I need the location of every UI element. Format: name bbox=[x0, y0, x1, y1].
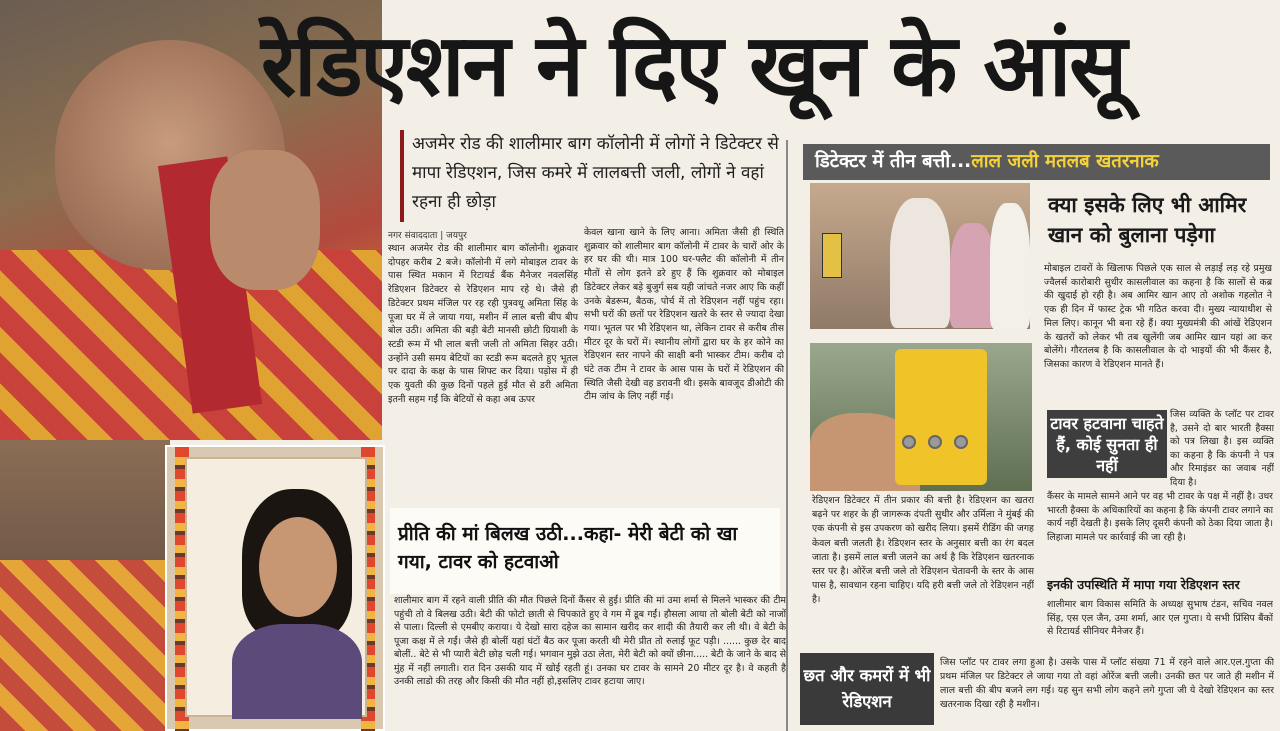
tower-side-text: जिस व्यक्ति के प्लॉट पर टावर है, उसने दो बार भारती हैक्सा को पत्र लिखा है। इस व्यक्ति का कहना है कि कंपनी ने पत्र और रिमाइंडर का जवाब नहीं दिया है। bbox=[1170, 409, 1274, 488]
person-1 bbox=[890, 198, 950, 328]
preeti-story: शालीमार बाग में रहने वाली प्रीति की मौत पिछले दिनों कैंसर से हुई। प्रीति की मां उमा शर्मा से मिलने भास्कर की टीम पहुंची तो वे बिलख उठी। बेटी की फोटो छाती से चिपकाते हुए वे गम में डूब गईं। हौसला आया तो बोली बेटी को नाजों से पाला। दिल्ली से एमबीए कराया। ये देखो सारा दहेज का सामान खरीद कर शादी की तैयारी कर ली थी। वे बेटी के पूजा कक्ष में ले गईं। जैसे ही बोलीं यहां घंटों बैठ कर पूजा करती थी मेरी प्रीत तो रुलाई फूट पड़ी। ...... कुछ देर बाद बोलीं.. बेटे से भी प्यारी बेटी छोड़ चली गई। भगवान मुझे उठा लेता, मेरी बेटी को क्यों छीना..... बेटी के जाने के बाद से मुंह में नहीं लगाती। रात दिन उसकी याद में खोई रहती हूं। उनका घर टावर के सामने 20 मीटर दूर है। वे कहती है उनकी लाडो की तरह और किसी की मौत नहीं हो,इसलिए टावर हटाया जाए। bbox=[394, 595, 786, 687]
light-green bbox=[954, 435, 968, 449]
light-red bbox=[902, 435, 916, 449]
detector-closeup-photo bbox=[810, 343, 1032, 491]
person-2 bbox=[950, 223, 995, 328]
column-divider bbox=[786, 140, 788, 731]
byline: नगर संवाददाता | जयपुर bbox=[388, 231, 467, 241]
detector-caption: रेडिएशन डिटेक्टर में तीन प्रकार की बत्ती है। रेडिएशन का खतरा बढ़ने पर शहर के ही जागरूक दंपती सुधीर और उर्मिला ने मुंबई की एक कंपनी से इस उपकरण को खरीद लिया। इसमें रीडिंग की जगह केवल बत्ती जलती है। रेडिएशन स्तर के अनुसार बत्ती का रंग बदल जाता है। इसमें लाल बत्ती जलने का अर्थ है कि रेडिएशन खतरनाक स्तर पर है। ओरेंज बत्ती जले तो रेडिएशन चेतावनी के स्तर के आस पास है, सावधान रहना चाहिए। यदि हरी बत्ती जले तो रेडिएशन नहीं है। bbox=[812, 495, 1034, 606]
aamir-headline: क्या इसके लिए भी आमिर खान को बुलाना पड़ेगा bbox=[1048, 193, 1247, 247]
roof-story: जिस प्लॉट पर टावर लगा हुआ है। उसके पास में प्लॉट संख्या 71 में रहने वाले आर.एल.गुप्ता की प्रथम मंजिल पर डिटेक्टर ले जाया गया तो वहां ओरेंज बत्ती जली। उनकी छत पर जाते ही मशीन में लाल बत्ती की बीप बजने लग गई। यह सुन सभी लोग कहने लगे गुप्ता जी ये देखो रेडिएशन का स्तर खतरनाक दिखा रही है मशीन। bbox=[940, 657, 1274, 710]
detector-section-bar bbox=[803, 144, 1270, 180]
portrait-frame bbox=[185, 457, 367, 717]
subheadline: अजमेर रोड की शालीमार बाग कॉलोनी में लोगों ने डिटेक्टर से मापा रेडिएशन, जिस कमरे में लालबत्ती जली, लोगों ने वहां रहना ही छोड़ा bbox=[400, 130, 785, 222]
portrait-body bbox=[232, 624, 362, 719]
main-headline: रेडिएशन ने दिए खून के आंसू bbox=[261, 16, 1126, 116]
tower-callout: टावर हटवाना चाहते हैं, कोई सुनता ही नहीं bbox=[1047, 410, 1167, 478]
woman-hand bbox=[210, 150, 320, 290]
story-column-2: केवल खाना खाने के लिए आना। अमिता जैसी ही स्थिति शुक्रवार को शालीमार बाग कॉलोनी में टावर के चारों ओर के हर घर की थी। मात्र 100 घर-फ्लैट की कॉलोनी में तीन मौतों से लोग इतने डरे हुए हैं कि शुक्रवार को मोबाइल डिटेक्टर लेकर बड़े बुजुर्ग सब यही जांचते नजर आए कि कहीं उनके बेडरूम, बैठक, पोर्च में तो रेडिएशन नहीं पहुंच रहा। सभी घरों की छतों पर रेडिएशन खतरे के स्तर से ज्यादा देखा गया। भूतल पर भी रेडिएशन था, लेकिन टावर से करीब तीस मीटर दूर के घरों में। स्थानीय लोगों द्वारा घर के हर कोने का रेडिएशन स्तर नापने की साक्षी बनी भास्कर टीम। करीब दो घंटे तक टीम ने टावर के आस पास के घरों में रेडिएशन की स्थिति जैसी देखी वह डरावनी थी। इसके बावजूद डीओटी की टीम जांच के लिए नहीं गई। bbox=[584, 227, 784, 403]
story-column-1: स्थान अजमेर रोड की शालीमार बाग कॉलोनी। शुक्रवार दोपहर करीब 2 बजे। कॉलोनी में लगे मोबाइल टावर के पास स्थित मकान में रिटायर्ड बैंक मैनेजर नवलसिंह रेडिएशन डिटेक्टर से रेडिएशन माप रहे थे। जैसे ही डिटेक्टर प्रथम मंजिल पर रह रही पुत्रवधू अमिता सिंह के पूजा घर में ले जाया गया, मशीन में लाल बत्ती बीप बीप बोल उठी। अमिता की बड़ी बेटी मानसी छोटी ग्रियाशी के स्टडी रूम में भी लाल बत्ती जली तो अमिता सिहर उठी। उन्होंने उसी समय बेटियों का स्टडी रूम बदलते हुए भूतल पर दादा के कक्ष के पास शिफ्ट कर दिया। पड़ोस में ही एक युवती की कुछ दिनों पहले हुई मौत से डरी अमिता इतनी सहम गईं कि बेटियों से कहा अब ऊपर bbox=[388, 243, 578, 405]
preeti-headline: प्रीति की मां बिलख उठी...कहा- मेरी बेटी को खा गया, टावर को हटवाओ bbox=[390, 508, 780, 594]
presence-headline: इनकी उपस्थिति में मापा गया रेडिएशन स्तर bbox=[1047, 577, 1240, 592]
preeti-portrait-photo bbox=[165, 445, 385, 731]
detector-card bbox=[895, 349, 987, 485]
arms-photo bbox=[0, 440, 170, 731]
portrait-face bbox=[259, 517, 337, 617]
tower-story: कैंसर के मामले सामने आने पर वह भी टावर के पक्ष में नहीं है। उधर भारती हैक्सा के अधिकारियों का कहना है कि कंपनी टावर लगाने का कार्य नहीं देखती है। इसके लिए दूसरी कंपनी को ठेका दिया जाता है। लिहाजा मामले पर कार्रवाई की जा रही है। bbox=[1047, 491, 1273, 543]
family-testing-photo bbox=[810, 183, 1030, 329]
presence-story: शालीमार बाग विकास समिति के अध्यक्ष सुभाष टंडन, सचिव नवल सिंह, एस एल जैन, उमा शर्मा, आर एल गुप्ता। ये सभी प्रिंसिप बैंकों से रिटायर्ड सीनियर मैनेजर हैं। bbox=[1047, 599, 1273, 638]
aamir-story: मोबाइल टावरों के खिलाफ पिछले एक साल से लड़ाई लड़ रहे प्रमुख ज्वैलर्स कारोबारी सुधीर कासलीवाल का कहना है कि सालों से कब्र की खुदाई हो रही है। अब आमिर खान आए तो अशोक गहलोत ने एक ही दिन में फास्ट ट्रेक भी गठित करवा दी। मुख्य न्यायाधीश से मिल लिए। कानून भी बना रहे हैं। क्या मुख्यमंत्री की आंखें रेडिएशन के खतरों को लेकर भी तब खुलेंगी जब आमिर खान यहां आ कर बोलेंगे। गौरतलब है कि कासलीवाल के दो भाइयों की भी कैंसर है, जिसका कारण वे रेडिएशन मानते हैं। bbox=[1044, 263, 1272, 370]
detector-bar-title: डिटेक्टर में तीन बत्ती... bbox=[815, 151, 972, 172]
detector-device-small bbox=[822, 233, 842, 278]
sari-sleeve bbox=[0, 560, 170, 731]
light-orange bbox=[928, 435, 942, 449]
person-3 bbox=[990, 203, 1030, 329]
detector-bar-highlight: लाल जली मतलब खतरनाक bbox=[971, 151, 1159, 172]
roof-callout: छत और कमरों में भी रेडिएशन bbox=[800, 653, 934, 725]
